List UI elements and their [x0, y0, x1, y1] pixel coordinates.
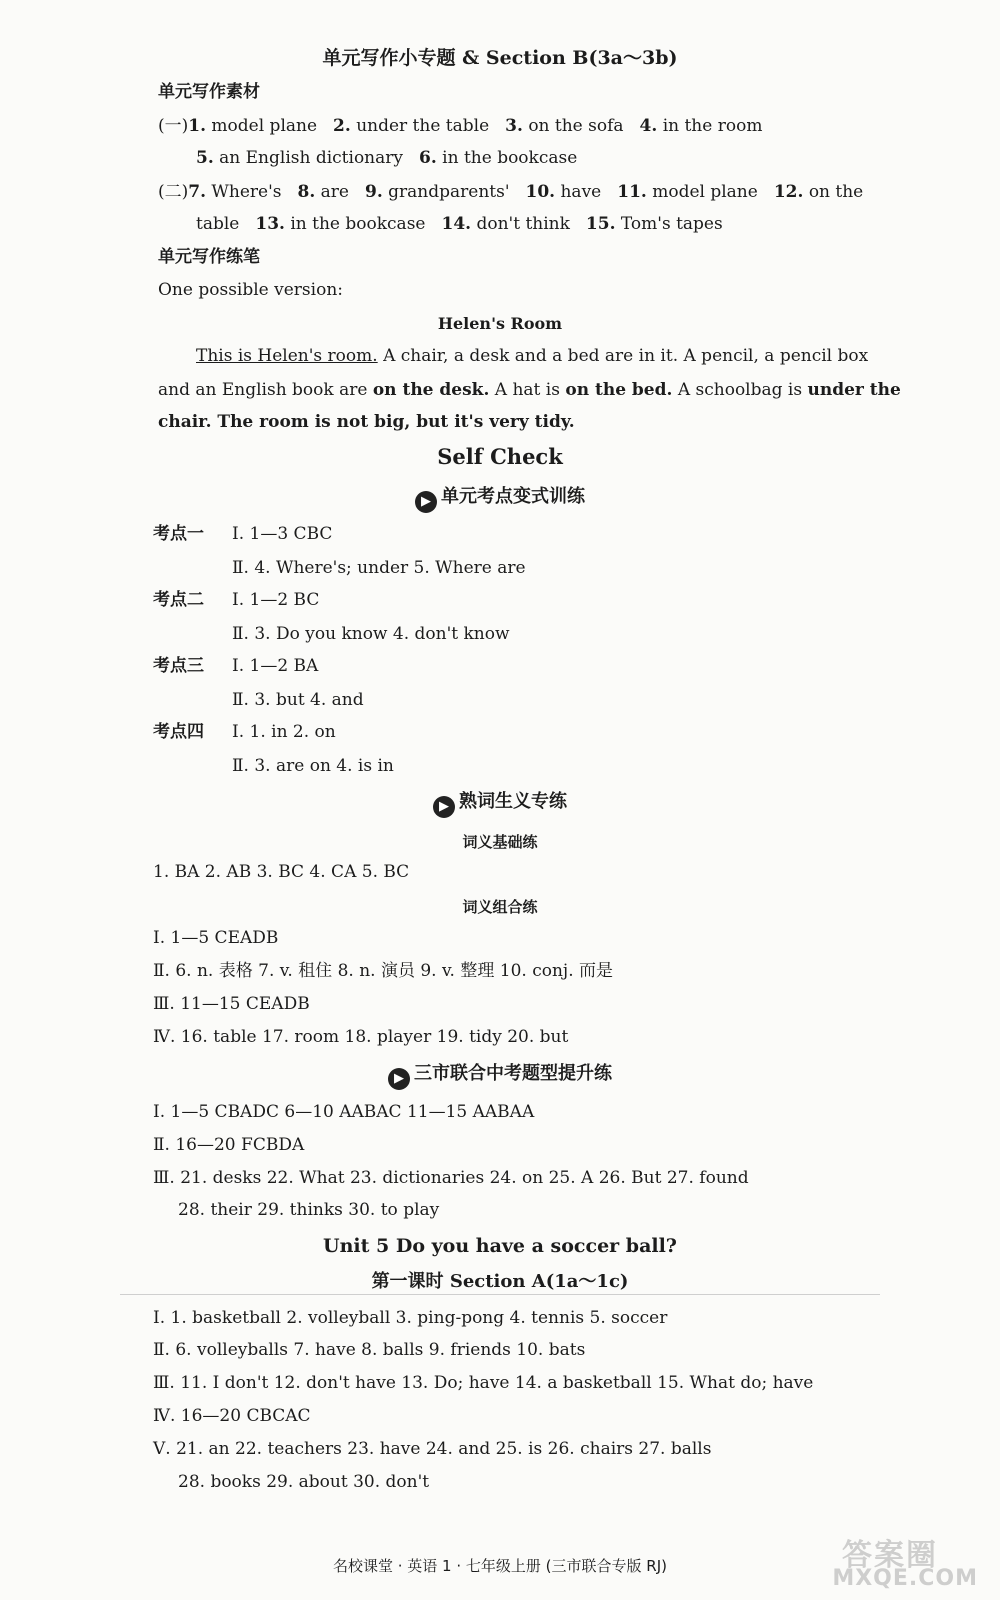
unit5-line: Ⅳ. 16—20 CBCAC — [153, 1406, 311, 1426]
lesson-heading: 第一课时 Section A(1a～1c) — [371, 1271, 629, 1292]
divider — [120, 1294, 880, 1295]
unit5-line: Ⅲ. 11. I don't 12. don't have 13. Do; have 14. a basketball 15. What do; have — [153, 1373, 814, 1393]
point-row: Ⅰ. 1—3 CBC — [232, 524, 333, 544]
unit5-line: 28. books 29. about 30. don't — [178, 1472, 430, 1492]
point-row: Ⅱ. 3. are on 4. is in — [232, 756, 394, 776]
material-part1-row1: (一)1. model plane 2. under the table 3. on the sofa 4. in the room — [158, 116, 763, 136]
essay-line-2: and an English book are on the desk. A hat is on the bed. A schoolbag is under the — [158, 380, 901, 400]
watermark-logo: 答案圈 MXQE.COM — [832, 1538, 978, 1591]
unit-training-heading: ▶ 单元考点变式训练 — [0, 487, 1000, 513]
arrow-circle-icon: ▶ — [388, 1068, 410, 1090]
point-label: 考点四 — [153, 722, 204, 742]
writing-practice-heading: 单元写作练笔 — [158, 247, 260, 267]
unit5-title: Unit 5 Do you have a soccer ball? — [323, 1235, 677, 1257]
point-row: Ⅱ. 3. Do you know 4. don't know — [232, 624, 510, 644]
combo-practice-heading: 词义组合练 — [462, 898, 538, 916]
exam-line: Ⅲ. 21. desks 22. What 23. dictionaries 24. on 25. A 26. But 27. found — [153, 1168, 749, 1188]
point-row: Ⅱ. 4. Where's; under 5. Where are — [232, 558, 526, 578]
combo-line: Ⅱ. 6. n. 表格 7. v. 租住 8. n. 演员 9. v. 整理 10. conj. 而是 — [153, 961, 613, 981]
combo-line: Ⅲ. 11—15 CEADB — [153, 994, 310, 1014]
essay-line-3: chair. The room is not big, but it's very tidy. — [158, 412, 575, 432]
combo-line: Ⅰ. 1—5 CEADB — [153, 928, 279, 948]
exam-line: 28. their 29. thinks 30. to play — [178, 1200, 440, 1220]
point-row: Ⅱ. 3. but 4. and — [232, 690, 364, 710]
page-title: 单元写作小专题 & Section B(3a～3b) — [322, 47, 678, 69]
material-part2-row1: (二)7. Where's 8. are 9. grandparents' 10. have 11. model plane 12. on the — [158, 182, 864, 202]
self-check-title: Self Check — [437, 444, 563, 469]
unit5-line: Ⅴ. 21. an 22. teachers 23. have 24. and 25. is 26. chairs 27. balls — [153, 1439, 712, 1459]
exam-practice-heading: ▶ 三市联合中考题型提升练 — [0, 1064, 1000, 1090]
point-row: Ⅰ. 1. in 2. on — [232, 722, 336, 742]
exam-line: Ⅰ. 1—5 CBADC 6—10 AABAC 11—15 AABAA — [153, 1102, 535, 1122]
point-row: Ⅰ. 1—2 BA — [232, 656, 319, 676]
unit5-line: Ⅱ. 6. volleyballs 7. have 8. balls 9. friends 10. bats — [153, 1340, 586, 1360]
essay-line-1: This is Helen's room. A chair, a desk and a bed are in it. A pencil, a pencil box — [196, 346, 869, 366]
arrow-circle-icon: ▶ — [415, 491, 437, 513]
point-row: Ⅰ. 1—2 BC — [232, 590, 320, 610]
page-footer: 名校课堂 · 英语 1 · 七年级上册 (三市联合专版 RJ) — [332, 1557, 667, 1575]
possible-version-label: One possible version: — [158, 280, 343, 300]
basic-answers: 1. BA 2. AB 3. BC 4. CA 5. BC — [153, 862, 410, 882]
point-label: 考点三 — [153, 656, 204, 676]
material-part2-row2: table 13. in the bookcase 14. don't think 15. Tom's tapes — [196, 214, 723, 234]
unit5-line: Ⅰ. 1. basketball 2. volleyball 3. ping-pong 4. tennis 5. soccer — [153, 1308, 668, 1328]
essay-title: Helen's Room — [437, 314, 563, 333]
combo-line: Ⅳ. 16. table 17. room 18. player 19. tidy 20. but — [153, 1027, 569, 1047]
material-part1-row2: 5. an English dictionary 6. in the bookcase — [196, 148, 578, 168]
basic-practice-heading: 词义基础练 — [462, 833, 538, 851]
exam-line: Ⅱ. 16—20 FCBDA — [153, 1135, 305, 1155]
familiar-words-heading: ▶ 熟词生义专练 — [0, 792, 1000, 818]
point-label: 考点二 — [153, 590, 204, 610]
writing-material-heading: 单元写作素材 — [158, 82, 260, 102]
point-label: 考点一 — [153, 524, 204, 544]
arrow-circle-icon: ▶ — [433, 796, 455, 818]
